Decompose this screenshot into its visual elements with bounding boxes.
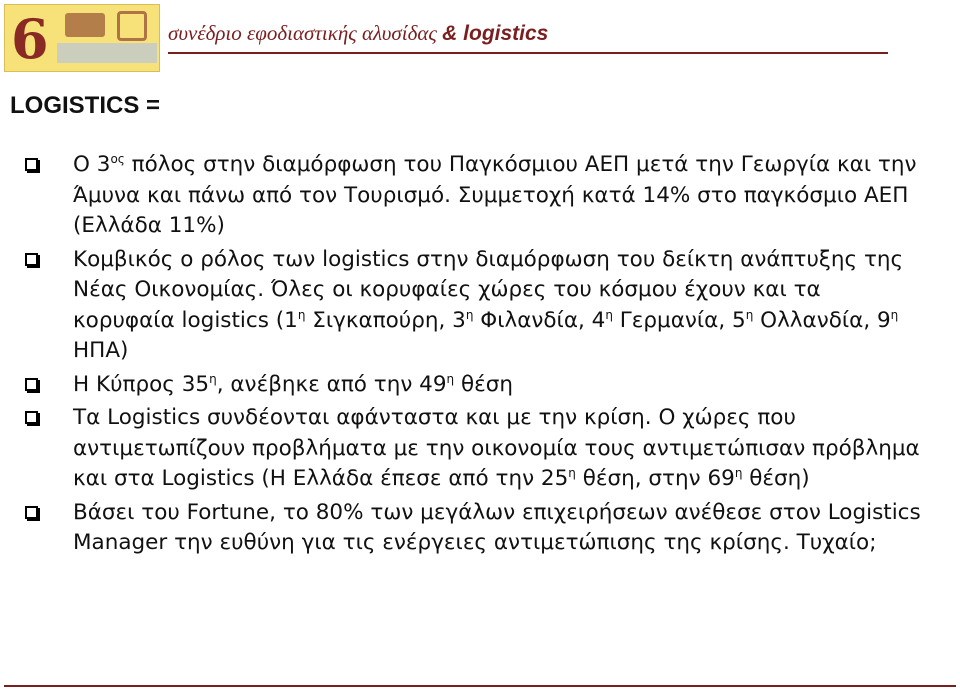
- text-run: Κομβικός ο ρόλος των logistics στην διαμόρφωση του δείκτη ανάπτυξης της Νέας Οικονομίας. Όλες οι κορυφαίες χώρες του κόσμου έχουν και τα κορυφαία logistics (1: [73, 246, 904, 333]
- bullet-item: [22, 245, 922, 367]
- checkbox-bullet-icon: [25, 158, 38, 171]
- ordinal-suffix: η: [568, 465, 576, 480]
- checkbox-bullet-icon: [25, 506, 38, 519]
- text-run: , ανέβηκε από την 49: [216, 371, 447, 397]
- ordinal-suffix: ος: [110, 151, 125, 166]
- checkbox-bullet-icon: [25, 378, 38, 391]
- ordinal-suffix: η: [605, 307, 613, 322]
- text-run: Η Κύπρος 35: [73, 371, 210, 397]
- logo-number: 6: [11, 7, 49, 71]
- text-run: ΗΠΑ): [73, 338, 129, 363]
- building-icon: [117, 11, 147, 41]
- ordinal-suffix: η: [890, 307, 899, 322]
- bullet-text: [73, 370, 922, 401]
- bullet-item: [22, 150, 922, 242]
- text-run: θέση): [742, 466, 810, 491]
- text-run: Ολλανδία, 9: [753, 307, 891, 333]
- text-run: θέση, στην 69: [575, 466, 735, 491]
- footer-divider: [4, 685, 956, 687]
- ordinal-suffix: η: [446, 371, 455, 386]
- header-title: [168, 20, 548, 47]
- ordinal-suffix: η: [209, 371, 217, 386]
- ordinal-suffix: η: [734, 465, 743, 480]
- text-run: Σιγκαπούρη, 3: [305, 307, 466, 333]
- bullet-text: [73, 498, 922, 559]
- ordinal-suffix: η: [297, 307, 306, 322]
- checkbox-bullet-icon: [25, 411, 38, 424]
- bullet-text: [73, 245, 922, 367]
- text-run: πόλος στην διαμόρφωση του Παγκόσμιου ΑΕΠ μετά την Γεωργία και την Άμυνα και πάνω από τον Τουρισμό. Συμμετοχή κατά 14% στο παγκόσμιο ΑΕΠ (Ελλάδα 11%): [73, 152, 917, 238]
- header-title-main: συνέδριο εφοδιαστικής αλυσίδας: [168, 21, 437, 45]
- logo-stripe: [57, 43, 157, 63]
- ordinal-suffix: η: [745, 307, 754, 322]
- text-run: Φιλανδία, 4: [473, 307, 606, 333]
- header-title-suffix: & logistics: [442, 22, 549, 45]
- text-run: θέση: [454, 371, 514, 397]
- bullet-item: [22, 498, 922, 559]
- header-divider: [168, 52, 888, 54]
- slide-title: LOGISTICS =: [10, 92, 161, 119]
- ordinal-suffix: η: [465, 307, 474, 322]
- text-run: Γερμανία, 5: [612, 307, 746, 333]
- text-run: Τα Logistics συνδέονται αφάνταστα και με την κρίση. Ο χώρες που αντιμετωπίζουν προβλήματα με την οικονομία τους αντιμετώπισαν πρόβλημα και στα Logistics (Η Ελλάδα έπεσε από την 25: [73, 405, 920, 491]
- text-run: Βάσει του Fortune, το 80% των μεγάλων επιχειρήσεων ανέθεσε στον Logistics Manager την ευθύνη για τις ενέργειες αντιμετώπισης της κρίσης. Τυχαίο;: [73, 499, 921, 555]
- bullet-list: [22, 150, 922, 562]
- bullet-item: [22, 370, 922, 401]
- truck-icon: [65, 13, 105, 37]
- checkbox-bullet-icon: [25, 253, 38, 266]
- bullet-text: [73, 150, 922, 242]
- conference-logo: [4, 4, 160, 72]
- text-run: Ο 3: [73, 152, 111, 177]
- bullet-text: [73, 403, 922, 495]
- bullet-item: [22, 403, 922, 495]
